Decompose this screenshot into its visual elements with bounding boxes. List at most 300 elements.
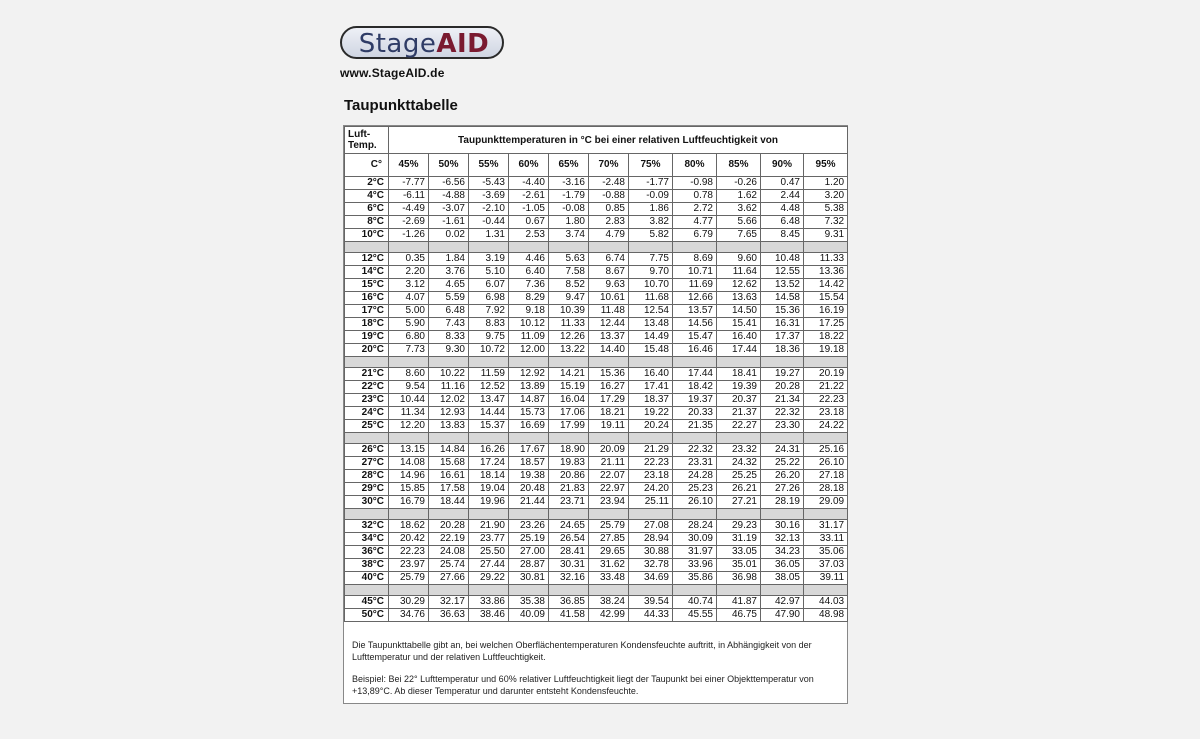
dewpoint-cell: -3.16 xyxy=(549,177,589,190)
dewpoint-cell: 6.80 xyxy=(389,331,429,344)
dewpoint-cell: 29.09 xyxy=(804,496,848,509)
dewpoint-cell: 38.46 xyxy=(469,609,509,622)
dewpoint-cell: 12.52 xyxy=(469,381,509,394)
dewpoint-cell: 15.19 xyxy=(549,381,589,394)
dewpoint-cell: 10.44 xyxy=(389,394,429,407)
separator-cell xyxy=(804,357,848,368)
table-row xyxy=(345,533,848,546)
dewpoint-cell: 24.32 xyxy=(717,457,761,470)
dewpoint-cell: -1.05 xyxy=(509,203,549,216)
dewpoint-cell: 13.63 xyxy=(717,292,761,305)
dewpoint-cell: 26.10 xyxy=(673,496,717,509)
separator-cell xyxy=(429,242,469,253)
dewpoint-cell: 16.61 xyxy=(429,470,469,483)
table-row xyxy=(345,305,848,318)
dewpoint-cell: 20.48 xyxy=(509,483,549,496)
dewpoint-cell: 8.33 xyxy=(429,331,469,344)
column-header: 90% xyxy=(761,154,804,177)
dewpoint-cell: 34.69 xyxy=(629,572,673,585)
dewpoint-cell: 28.41 xyxy=(549,546,589,559)
dewpoint-cell: 19.39 xyxy=(717,381,761,394)
dewpoint-cell: 12.02 xyxy=(429,394,469,407)
dewpoint-cell: 38.05 xyxy=(761,572,804,585)
dewpoint-cell: 1.31 xyxy=(469,229,509,242)
separator-cell xyxy=(345,357,389,368)
group-separator xyxy=(345,357,848,368)
dewpoint-cell: -0.08 xyxy=(549,203,589,216)
dewpoint-cell: 2.83 xyxy=(589,216,629,229)
dewpoint-cell: 14.40 xyxy=(589,344,629,357)
dewpoint-cell: 36.05 xyxy=(761,559,804,572)
dewpoint-cell: 4.48 xyxy=(761,203,804,216)
dewpoint-cell: 9.18 xyxy=(509,305,549,318)
dewpoint-cell: 12.93 xyxy=(429,407,469,420)
note-example: Beispiel: Bei 22° Lufttemperatur und 60% relativer Luftfeuchtigkeit liegt der Taupunkt bei einer Objekttemperatur von +13,89°C. Ab dieser Temperatur und darunter entsteht Kondensfeuchte. xyxy=(352,674,814,696)
separator-cell xyxy=(549,585,589,596)
dewpoint-cell: 32.13 xyxy=(761,533,804,546)
dewpoint-cell: -4.49 xyxy=(389,203,429,216)
dewpoint-cell: 20.28 xyxy=(429,520,469,533)
column-header: 65% xyxy=(549,154,589,177)
dewpoint-cell: 15.48 xyxy=(629,344,673,357)
dewpoint-cell: 15.68 xyxy=(429,457,469,470)
dewpoint-cell: 10.71 xyxy=(673,266,717,279)
dewpoint-cell: 9.70 xyxy=(629,266,673,279)
separator-cell xyxy=(629,585,673,596)
dewpoint-cell: 14.49 xyxy=(629,331,673,344)
dewpoint-cell: 4.79 xyxy=(589,229,629,242)
dewpoint-cell: 41.58 xyxy=(549,609,589,622)
dewpoint-cell: 8.45 xyxy=(761,229,804,242)
dewpoint-cell: 11.33 xyxy=(804,253,848,266)
site-url[interactable]: www.StageAID.de xyxy=(340,66,445,80)
dewpoint-cell: 18.36 xyxy=(761,344,804,357)
row-temperature-label: 20°C xyxy=(345,344,389,357)
table-row xyxy=(345,596,848,609)
dewpoint-cell: -0.88 xyxy=(589,190,629,203)
separator-cell xyxy=(629,242,673,253)
table-row xyxy=(345,572,848,585)
dewpoint-cell: 15.36 xyxy=(761,305,804,318)
dewpoint-cell: 14.87 xyxy=(509,394,549,407)
dewpoint-cell: 6.74 xyxy=(589,253,629,266)
row-temperature-label: 24°C xyxy=(345,407,389,420)
dewpoint-cell: 18.62 xyxy=(389,520,429,533)
dewpoint-cell: 44.03 xyxy=(804,596,848,609)
dewpoint-cell: 28.18 xyxy=(804,483,848,496)
dewpoint-cell: 4.07 xyxy=(389,292,429,305)
dewpoint-cell: 17.06 xyxy=(549,407,589,420)
dewpoint-cell: 10.22 xyxy=(429,368,469,381)
dewpoint-cell: 12.00 xyxy=(509,344,549,357)
column-header: 80% xyxy=(673,154,717,177)
dewpoint-cell: 28.19 xyxy=(761,496,804,509)
dewpoint-cell: 6.48 xyxy=(429,305,469,318)
separator-cell xyxy=(629,433,673,444)
table-row xyxy=(345,407,848,420)
dewpoint-cell: 34.23 xyxy=(761,546,804,559)
dewpoint-cell: 31.19 xyxy=(717,533,761,546)
dewpoint-cell: 5.59 xyxy=(429,292,469,305)
separator-cell xyxy=(469,357,509,368)
dewpoint-cell: 39.11 xyxy=(804,572,848,585)
dewpoint-cell: 19.96 xyxy=(469,496,509,509)
dewpoint-cell: 15.47 xyxy=(673,331,717,344)
dewpoint-cell: 13.37 xyxy=(589,331,629,344)
dewpoint-cell: 21.35 xyxy=(673,420,717,433)
table-row xyxy=(345,266,848,279)
dewpoint-cell: 8.69 xyxy=(673,253,717,266)
dewpoint-cell: 12.92 xyxy=(509,368,549,381)
corner-label: Luft-Temp. xyxy=(345,127,389,154)
separator-cell xyxy=(629,509,673,520)
dewpoint-cell: 18.22 xyxy=(804,331,848,344)
dewpoint-cell: 14.96 xyxy=(389,470,429,483)
dewpoint-cell: -5.43 xyxy=(469,177,509,190)
dewpoint-cell: 22.97 xyxy=(589,483,629,496)
dewpoint-cell: 22.07 xyxy=(589,470,629,483)
row-temperature-label: 32°C xyxy=(345,520,389,533)
dewpoint-cell: 21.83 xyxy=(549,483,589,496)
table-row xyxy=(345,318,848,331)
dewpoint-cell: 12.44 xyxy=(589,318,629,331)
separator-cell xyxy=(589,585,629,596)
dewpoint-cell: 14.56 xyxy=(673,318,717,331)
dewpoint-cell: 3.62 xyxy=(717,203,761,216)
row-temperature-label: 16°C xyxy=(345,292,389,305)
unit-label: C° xyxy=(345,154,389,177)
dewpoint-cell: 7.43 xyxy=(429,318,469,331)
dewpoint-cell: 22.23 xyxy=(389,546,429,559)
dewpoint-cell: -0.09 xyxy=(629,190,673,203)
table-row xyxy=(345,520,848,533)
dewpoint-cell: 12.26 xyxy=(549,331,589,344)
dewpoint-cell: 5.38 xyxy=(804,203,848,216)
dewpoint-cell: 2.53 xyxy=(509,229,549,242)
dewpoint-cell: 13.22 xyxy=(549,344,589,357)
separator-cell xyxy=(389,242,429,253)
separator-cell xyxy=(549,509,589,520)
dewpoint-cell: 2.44 xyxy=(761,190,804,203)
group-separator xyxy=(345,433,848,444)
dewpoint-cell: -1.61 xyxy=(429,216,469,229)
column-header: 60% xyxy=(509,154,549,177)
dewpoint-cell: 42.99 xyxy=(589,609,629,622)
dewpoint-cell: 19.37 xyxy=(673,394,717,407)
dewpoint-cell: 27.85 xyxy=(589,533,629,546)
separator-cell xyxy=(429,433,469,444)
dewpoint-cell: 28.94 xyxy=(629,533,673,546)
dewpoint-cell: 32.16 xyxy=(549,572,589,585)
dewpoint-cell: 47.90 xyxy=(761,609,804,622)
dewpoint-cell: -1.77 xyxy=(629,177,673,190)
group-separator xyxy=(345,242,848,253)
dewpoint-cell: 7.75 xyxy=(629,253,673,266)
table-row xyxy=(345,457,848,470)
dewpoint-cell: 20.42 xyxy=(389,533,429,546)
separator-cell xyxy=(717,433,761,444)
dewpoint-cell: 17.99 xyxy=(549,420,589,433)
dewpoint-cell: 30.09 xyxy=(673,533,717,546)
dewpoint-cell: 16.04 xyxy=(549,394,589,407)
column-header: 50% xyxy=(429,154,469,177)
dewpoint-cell: 1.20 xyxy=(804,177,848,190)
table-row xyxy=(345,444,848,457)
dewpoint-cell: 16.69 xyxy=(509,420,549,433)
dewpoint-cell: 24.31 xyxy=(761,444,804,457)
dewpoint-cell: 37.03 xyxy=(804,559,848,572)
separator-cell xyxy=(389,585,429,596)
dewpoint-cell: 19.18 xyxy=(804,344,848,357)
dewpoint-cell: 33.05 xyxy=(717,546,761,559)
table-header-columns-row xyxy=(345,154,848,177)
table-row xyxy=(345,394,848,407)
table-row xyxy=(345,609,848,622)
column-header: 55% xyxy=(469,154,509,177)
dewpoint-cell: 25.19 xyxy=(509,533,549,546)
row-temperature-label: 17°C xyxy=(345,305,389,318)
dewpoint-cell: 24.28 xyxy=(673,470,717,483)
dewpoint-cell: 14.42 xyxy=(804,279,848,292)
dewpoint-cell: 23.94 xyxy=(589,496,629,509)
row-temperature-label: 22°C xyxy=(345,381,389,394)
dewpoint-cell: 18.57 xyxy=(509,457,549,470)
dewpoint-cell: 29.65 xyxy=(589,546,629,559)
separator-cell xyxy=(673,509,717,520)
dewpoint-cell: 9.47 xyxy=(549,292,589,305)
separator-cell xyxy=(673,585,717,596)
row-temperature-label: 2°C xyxy=(345,177,389,190)
dewpoint-cell: 29.23 xyxy=(717,520,761,533)
row-temperature-label: 50°C xyxy=(345,609,389,622)
dewpoint-cell: 28.24 xyxy=(673,520,717,533)
dewpoint-cell: 30.29 xyxy=(389,596,429,609)
dewpoint-cell: 17.67 xyxy=(509,444,549,457)
dewpoint-cell: -2.69 xyxy=(389,216,429,229)
dewpoint-cell: 20.33 xyxy=(673,407,717,420)
dewpoint-cell: 11.34 xyxy=(389,407,429,420)
separator-cell xyxy=(549,433,589,444)
column-header: 70% xyxy=(589,154,629,177)
dewpoint-cell: -7.77 xyxy=(389,177,429,190)
separator-cell xyxy=(804,509,848,520)
dewpoint-cell: 23.71 xyxy=(549,496,589,509)
table-row xyxy=(345,546,848,559)
dewpoint-cell: 9.75 xyxy=(469,331,509,344)
row-temperature-label: 45°C xyxy=(345,596,389,609)
dewpoint-cell: 5.82 xyxy=(629,229,673,242)
stageaid-logo xyxy=(340,26,508,62)
separator-cell xyxy=(673,433,717,444)
dewpoint-cell: 9.30 xyxy=(429,344,469,357)
dewpoint-cell: 23.32 xyxy=(717,444,761,457)
row-temperature-label: 18°C xyxy=(345,318,389,331)
dewpoint-cell: 8.60 xyxy=(389,368,429,381)
separator-cell xyxy=(804,585,848,596)
separator-cell xyxy=(429,509,469,520)
dewpoint-cell: 4.77 xyxy=(673,216,717,229)
separator-cell xyxy=(589,509,629,520)
row-temperature-label: 34°C xyxy=(345,533,389,546)
dewpoint-cell: 7.58 xyxy=(549,266,589,279)
separator-cell xyxy=(717,357,761,368)
dewpoint-cell: 9.63 xyxy=(589,279,629,292)
dewpoint-cell: 30.88 xyxy=(629,546,673,559)
dewpoint-cell: 10.39 xyxy=(549,305,589,318)
dewpoint-cell: 26.21 xyxy=(717,483,761,496)
dewpoint-cell: 16.19 xyxy=(804,305,848,318)
dewpoint-cell: 33.48 xyxy=(589,572,629,585)
dewpoint-cell: 21.11 xyxy=(589,457,629,470)
dewpoint-cell: 17.44 xyxy=(717,344,761,357)
row-temperature-label: 40°C xyxy=(345,572,389,585)
separator-cell xyxy=(549,357,589,368)
dewpoint-cell: 24.20 xyxy=(629,483,673,496)
dewpoint-cell: 19.38 xyxy=(509,470,549,483)
dewpoint-cell: 16.27 xyxy=(589,381,629,394)
dewpoint-cell: 38.24 xyxy=(589,596,629,609)
dewpoint-cell: 19.22 xyxy=(629,407,673,420)
dewpoint-cell: 27.26 xyxy=(761,483,804,496)
dewpoint-cell: 20.19 xyxy=(804,368,848,381)
table-row xyxy=(345,470,848,483)
dewpoint-cell: 39.54 xyxy=(629,596,673,609)
dewpoint-cell: 19.11 xyxy=(589,420,629,433)
dewpoint-cell: 17.24 xyxy=(469,457,509,470)
dewpoint-cell: 11.68 xyxy=(629,292,673,305)
dewpoint-cell: 23.18 xyxy=(629,470,673,483)
separator-cell xyxy=(389,433,429,444)
dewpoint-cell: 16.46 xyxy=(673,344,717,357)
dewpoint-cell: 12.54 xyxy=(629,305,673,318)
dewpoint-cell: 10.72 xyxy=(469,344,509,357)
dewpoint-cell: 24.08 xyxy=(429,546,469,559)
column-header: 85% xyxy=(717,154,761,177)
dewpoint-cell: 27.44 xyxy=(469,559,509,572)
dewpoint-cell: 22.27 xyxy=(717,420,761,433)
dewpoint-cell: 11.16 xyxy=(429,381,469,394)
separator-cell xyxy=(673,357,717,368)
row-temperature-label: 19°C xyxy=(345,331,389,344)
dewpoint-cell: 15.37 xyxy=(469,420,509,433)
dewpoint-cell: 18.21 xyxy=(589,407,629,420)
dewpoint-cell: 10.70 xyxy=(629,279,673,292)
dewpoint-cell: 46.75 xyxy=(717,609,761,622)
dewpoint-cell: 33.96 xyxy=(673,559,717,572)
dewpoint-cell: 27.00 xyxy=(509,546,549,559)
dewpoint-cell: 13.15 xyxy=(389,444,429,457)
page-title: Taupunkttabelle xyxy=(344,97,458,114)
dewpoint-cell: 32.17 xyxy=(429,596,469,609)
dewpoint-cell: 21.90 xyxy=(469,520,509,533)
dewpoint-cell: 27.08 xyxy=(629,520,673,533)
row-temperature-label: 26°C xyxy=(345,444,389,457)
dewpoint-cell: -0.26 xyxy=(717,177,761,190)
row-temperature-label: 12°C xyxy=(345,253,389,266)
dewpoint-cell: 0.67 xyxy=(509,216,549,229)
dewpoint-cell: 12.20 xyxy=(389,420,429,433)
separator-cell xyxy=(717,585,761,596)
dewpoint-cell: 16.40 xyxy=(629,368,673,381)
dewpoint-cell: 30.31 xyxy=(549,559,589,572)
dewpoint-cell: 0.47 xyxy=(761,177,804,190)
separator-cell xyxy=(629,357,673,368)
dewpoint-cell: 40.09 xyxy=(509,609,549,622)
table-header-caption-row xyxy=(345,127,848,154)
dewpoint-cell: 7.73 xyxy=(389,344,429,357)
row-temperature-label: 4°C xyxy=(345,190,389,203)
dewpoint-cell: 22.32 xyxy=(673,444,717,457)
dewpoint-cell: 11.33 xyxy=(549,318,589,331)
table-row xyxy=(345,216,848,229)
dewpoint-cell: 15.54 xyxy=(804,292,848,305)
separator-cell xyxy=(761,433,804,444)
note-definition: Die Taupunkttabelle gibt an, bei welchen Oberflächentemperaturen Kondensfeuchte auftritt, in Abhängigkeit von der Lufttemperatur und der relativen Luftfeuchtigkeit. xyxy=(352,640,812,662)
dewpoint-cell: 21.34 xyxy=(761,394,804,407)
dewpoint-cell: 19.04 xyxy=(469,483,509,496)
dewpoint-cell: 6.07 xyxy=(469,279,509,292)
dewpoint-cell: 35.86 xyxy=(673,572,717,585)
dewpoint-cell: 1.86 xyxy=(629,203,673,216)
group-separator xyxy=(345,585,848,596)
dewpoint-cell: -1.26 xyxy=(389,229,429,242)
dewpoint-cell: 35.01 xyxy=(717,559,761,572)
separator-cell xyxy=(761,509,804,520)
dewpoint-cell: 44.33 xyxy=(629,609,673,622)
dewpoint-table-card xyxy=(343,125,848,704)
dewpoint-cell: 26.10 xyxy=(804,457,848,470)
dewpoint-cell: 40.74 xyxy=(673,596,717,609)
dewpoint-cell: 25.23 xyxy=(673,483,717,496)
dewpoint-cell: 19.83 xyxy=(549,457,589,470)
separator-cell xyxy=(469,585,509,596)
dewpoint-cell: 9.60 xyxy=(717,253,761,266)
dewpoint-cell: -0.44 xyxy=(469,216,509,229)
group-separator xyxy=(345,509,848,520)
row-temperature-label: 30°C xyxy=(345,496,389,509)
row-temperature-label: 6°C xyxy=(345,203,389,216)
separator-cell xyxy=(389,509,429,520)
table-row xyxy=(345,253,848,266)
dewpoint-cell: 20.86 xyxy=(549,470,589,483)
dewpoint-cell: 16.40 xyxy=(717,331,761,344)
column-header: 75% xyxy=(629,154,673,177)
dewpoint-cell: 17.29 xyxy=(589,394,629,407)
table-row xyxy=(345,344,848,357)
dewpoint-cell: 25.50 xyxy=(469,546,509,559)
dewpoint-cell: 15.36 xyxy=(589,368,629,381)
dewpoint-cell: 9.31 xyxy=(804,229,848,242)
dewpoint-cell: 27.66 xyxy=(429,572,469,585)
dewpoint-cell: 5.66 xyxy=(717,216,761,229)
separator-cell xyxy=(345,242,389,253)
dewpoint-cell: 4.46 xyxy=(509,253,549,266)
separator-cell xyxy=(389,357,429,368)
dewpoint-cell: 11.64 xyxy=(717,266,761,279)
dewpoint-cell: 12.66 xyxy=(673,292,717,305)
dewpoint-cell: 11.59 xyxy=(469,368,509,381)
dewpoint-cell: 18.41 xyxy=(717,368,761,381)
dewpoint-cell: 16.26 xyxy=(469,444,509,457)
separator-cell xyxy=(469,509,509,520)
dewpoint-cell: 25.25 xyxy=(717,470,761,483)
dewpoint-cell: 23.77 xyxy=(469,533,509,546)
dewpoint-cell: 27.18 xyxy=(804,470,848,483)
dewpoint-cell: 30.16 xyxy=(761,520,804,533)
separator-cell xyxy=(589,242,629,253)
dewpoint-cell: 20.37 xyxy=(717,394,761,407)
dewpoint-cell: 6.40 xyxy=(509,266,549,279)
